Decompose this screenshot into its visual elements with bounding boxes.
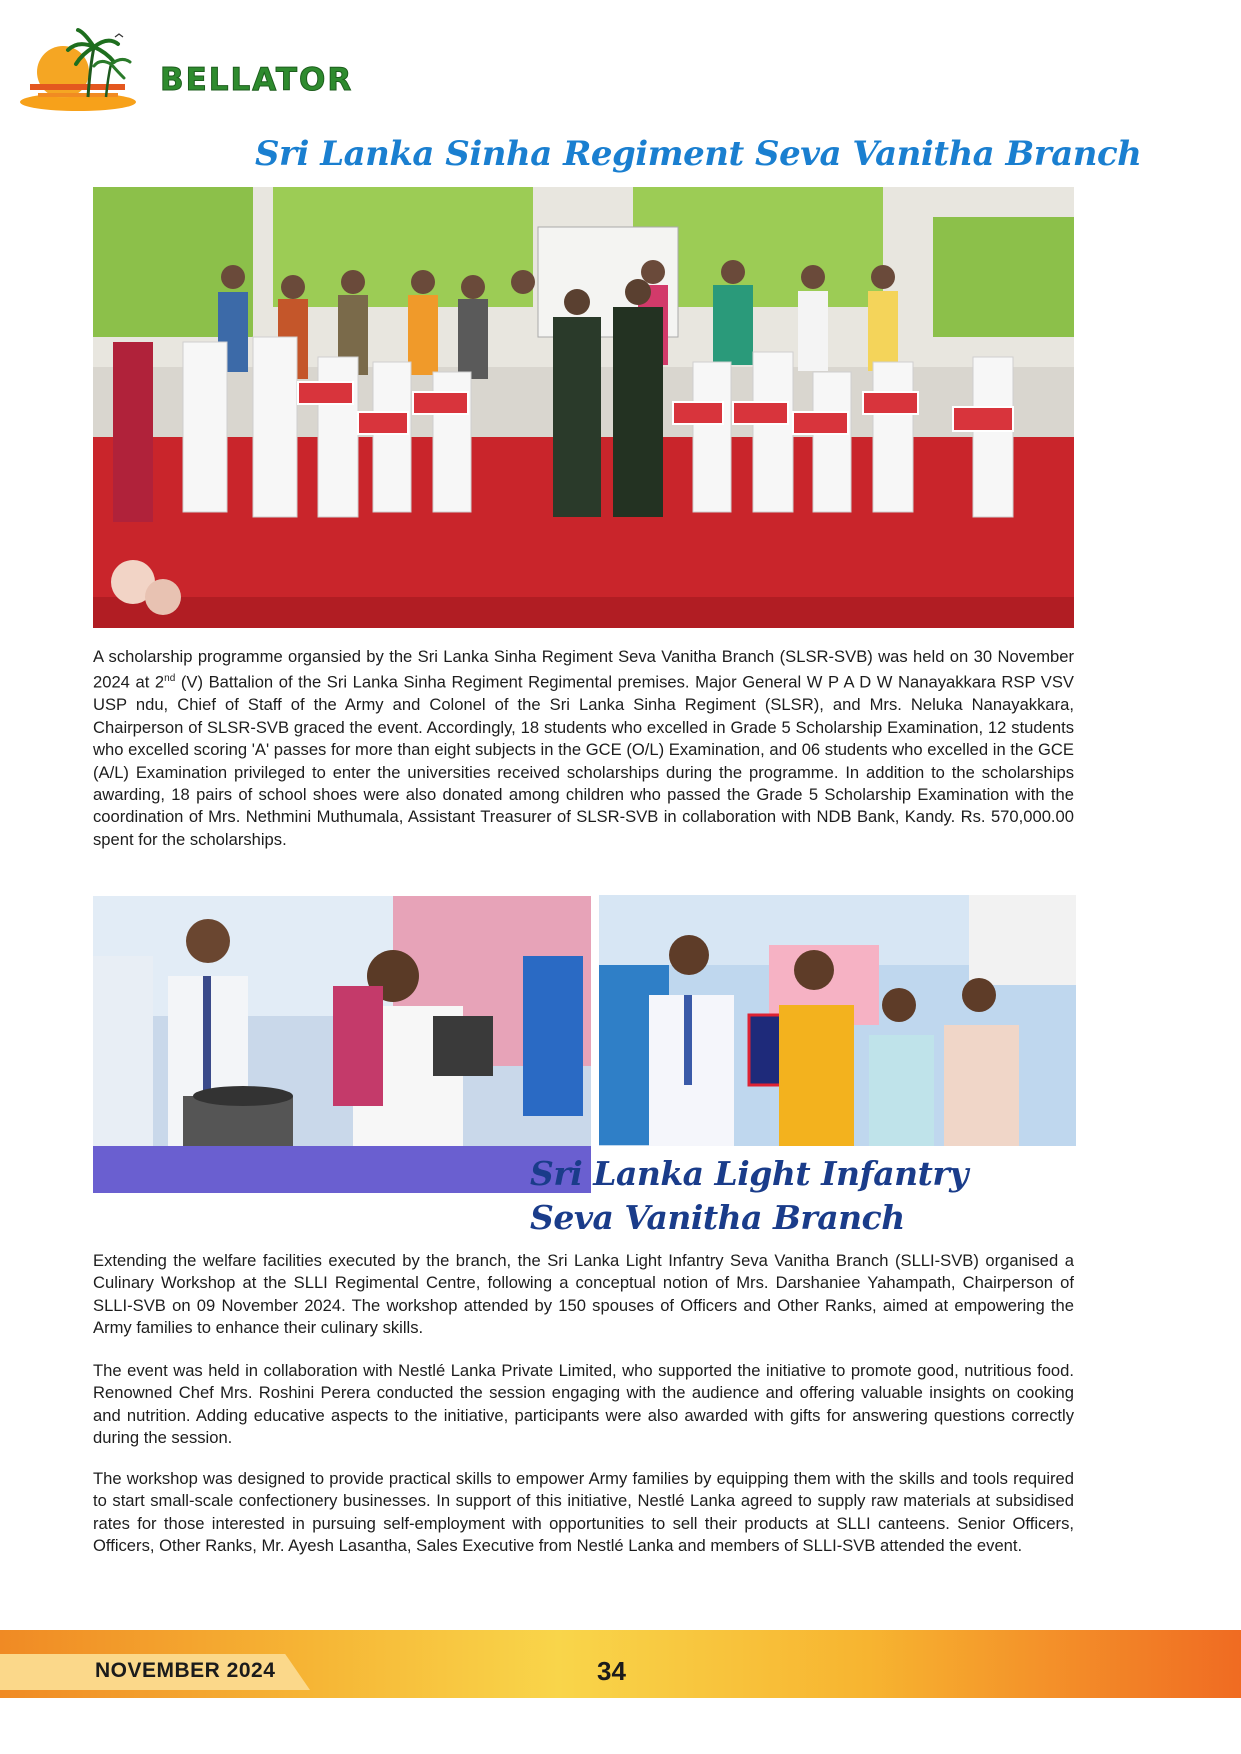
- bellator-logo: [18, 22, 354, 117]
- article-title-light-infantry: [530, 1152, 968, 1240]
- title-line-2: Seva Vanitha Branch: [530, 1198, 905, 1237]
- title-line-1: Sri Lanka Light Infantry: [530, 1154, 968, 1193]
- brand-name: BELLATOR: [160, 62, 354, 98]
- article-title-sinha-regiment: Sri Lanka Sinha Regiment Seva Vanitha Branch: [255, 134, 1142, 174]
- page-number: 34: [597, 1656, 626, 1686]
- scholarship-group-photo: [93, 187, 1074, 628]
- issue-date: NOVEMBER 2024: [95, 1659, 276, 1682]
- article2-paragraph-3: The workshop was designed to provide practical skills to empower Army families by equipping them with the skills and tools required to start small-scale confectionery businesses. In support of this initiative, Nestlé Lanka agreed to supply raw materials at subsidised rates for those interested in pursuing self-employment with opportunities to sell their products at SLLI canteens. Senior Officers, Officers, Other Ranks, Mr. Ayesh Lasantha, Sales Executive from Nestlé Lanka and members of SLLI-SVB attended the event.: [93, 1469, 1074, 1556]
- culinary-workshop-photo: [93, 896, 591, 1193]
- palm-sunset-icon: [18, 22, 138, 117]
- article2-paragraph-2: The event was held in collaboration with Nestlé Lanka Private Limited, who supported the initiative to promote good, nutritious food. Renowned Chef Mrs. Roshini Perera conducted the session engaging with the audience and offering valuable insights on cooking and nutrition. Adding educative aspects to the initiative, participants were also awarded with gifts for answering questions correctly during the session.: [93, 1361, 1074, 1448]
- nestle-presentation-photo: [599, 895, 1076, 1146]
- article1-body: A scholarship programme organsied by the Sri Lanka Sinha Regiment Seva Vanitha Branch (SLSR-SVB) was held on 30 November 2024 at 2nd (V) Battalion of the Sri Lanka Sinha Regiment Regimental premises. Major General W P A D W Nanayakkara RSP VSV USP ndu, Chief of Staff of the Army and Colonel of the Sri Lanka Sinha Regiment (SLSR), and Mrs. Neluka Nanayakkara, Chairperson of SLSR-SVB graced the event. Accordingly, 18 students who excelled in Grade 5 Scholarship Examination, 12 students who excelled scoring 'A' passes for more than eight subjects in the GCE (O/L) Examination, and 06 students who excelled in the GCE (A/L) Examination privileged to enter the universities received scholarships during the programme. In addition to the scholarships awarding, 18 pairs of school shoes were also donated among children who passed the Grade 5 Scholarship Examination with the coordination of Mrs. Nethmini Muthumala, Assistant Treasurer of SLSR-SVB in collaboration with NDB Bank, Kandy. Rs. 570,000.00 spent for the scholarships.: [93, 647, 1075, 849]
- article2-paragraph-1: Extending the welfare facilities executed by the branch, the Sri Lanka Light Infantry Seva Vanitha Branch (SLLI-SVB) organised a Culinary Workshop at the SLLI Regimental Centre, following a conceptual notion of Mrs. Darshaniee Yahampath, Chairperson of SLLI-SVB on 09 November 2024. The workshop attended by 150 spouses of Officers and Other Ranks, aimed at empowering the Army families to enhance their culinary skills.: [93, 1251, 1074, 1338]
